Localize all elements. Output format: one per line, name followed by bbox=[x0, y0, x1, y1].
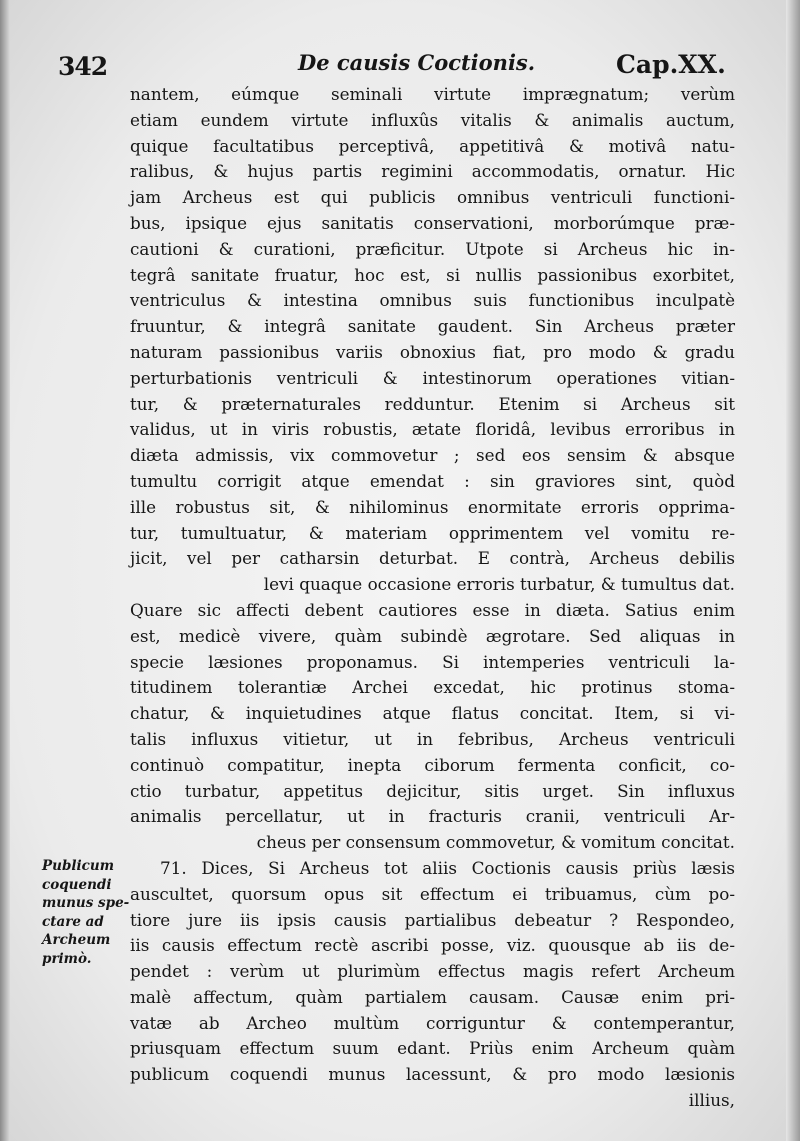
text-line: titudinem tolerantiæ Archei excedat, hic protinus stoma- bbox=[130, 677, 735, 698]
text-line: ralibus, & hujus partis regimini accommodatis, ornatur. Hic bbox=[130, 161, 735, 182]
text-line: pendet : verùm ut plurimùm effectus magis refert Archeum bbox=[130, 961, 735, 982]
text-line: nantem, eúmque seminali virtute imprægnatum; verùm bbox=[130, 84, 735, 104]
text-line: talis influxus vitietur, ut in febribus, Archeus ventriculi bbox=[130, 728, 735, 749]
catchword-line: illius, bbox=[688, 1090, 735, 1111]
text-line: bus, ipsique ejus sanitatis conservationi, morborúmque præ- bbox=[130, 212, 735, 233]
margin-note-line: primò. bbox=[42, 950, 92, 967]
text-line: specie læsiones proponamus. Si intemperies ventriculi la- bbox=[130, 651, 735, 672]
text-line: ventriculus & intestina omnibus suis functionibus inculpatè bbox=[130, 290, 735, 311]
page-number: 342 bbox=[58, 52, 108, 81]
text-line: perturbationis ventriculi & intestinorum operationes vitian- bbox=[130, 367, 735, 388]
page-right-edge-shadow bbox=[786, 0, 800, 1141]
margin-note-line: Archeum bbox=[42, 932, 111, 948]
text-line: cautioni & curationi, præficitur. Utpote si Archeus hic in- bbox=[130, 238, 735, 259]
text-line: iis causis effectum rectè ascribi posse, viz. quousque ab iis de- bbox=[130, 935, 735, 956]
text-line: ctio turbatur, appetitus dejicitur, sitis urget. Sin influxus bbox=[130, 780, 735, 801]
margin-note bbox=[42, 857, 132, 968]
text-line: jam Archeus est qui publicis omnibus ventriculi functioni- bbox=[130, 187, 735, 208]
text-line: vatæ ab Archeo multùm corriguntur & contemperantur, bbox=[130, 1012, 735, 1033]
page-left-edge-shadow bbox=[0, 0, 10, 1141]
text-line: tumultu corrigit atque emendat : sin graviores sint, quòd bbox=[130, 470, 735, 491]
text-line: levi quaque occasione erroris turbatur, & tumultus dat. bbox=[263, 574, 735, 595]
text-line: ille robustus sit, & nihilominus enormitate erroris opprima- bbox=[130, 496, 735, 517]
text-line: jicit, vel per catharsin deturbat. E contrà, Archeus debilis bbox=[130, 548, 735, 569]
text-line: est, medicè vivere, quàm subindè ægrotare. Sed aliquas in bbox=[130, 625, 735, 646]
text-line: chatur, & inquietudines atque flatus concitat. Item, si vi- bbox=[130, 703, 735, 724]
text-line: tur, & præternaturales redduntur. Etenim si Archeus sit bbox=[130, 393, 735, 414]
text-line: quique facultatibus perceptivâ, appetitivâ & motivâ natu- bbox=[130, 135, 735, 156]
running-title: De causis Coctionis. bbox=[298, 50, 536, 75]
text-line: Quare sic affecti debent cautiores esse in diæta. Satius enim bbox=[130, 599, 735, 620]
text-line: publicum coquendi munus lacessunt, & pro modo læsionis bbox=[130, 1064, 735, 1085]
margin-note-line: munus spe- bbox=[42, 895, 130, 911]
paragraph-start-line: 71. Dices, Si Archeus tot aliis Coctionis causis priùs læsis bbox=[160, 857, 735, 878]
text-line: tegrâ sanitate fruatur, hoc est, si nullis passionibus exorbitet, bbox=[130, 264, 735, 285]
text-line: diæta admissis, vix commovetur ; sed eos sensim & absque bbox=[130, 445, 735, 466]
text-line: etiam eundem virtute influxûs vitalis & animalis auctum, bbox=[130, 109, 735, 130]
text-line: auscultet, quorsum opus sit effectum ei tribuamus, cùm po- bbox=[130, 883, 735, 904]
text-line: cheus per consensum commovetur, & vomitum concitat. bbox=[256, 832, 735, 853]
text-line: fruuntur, & integrâ sanitate gaudent. Sin Archeus præter bbox=[130, 316, 735, 337]
text-line: continuò compatitur, inepta ciborum fermenta conficit, co- bbox=[130, 754, 735, 775]
margin-note-line: coquendi bbox=[42, 876, 112, 893]
margin-note-line: Publicum bbox=[42, 858, 114, 874]
text-line: priusquam effectum suum edant. Priùs enim Archeum quàm bbox=[130, 1038, 735, 1059]
text-line: tur, tumultuatur, & materiam opprimentem vel vomitu re- bbox=[130, 522, 735, 543]
text-line: malè affectum, quàm partialem causam. Causæ enim pri- bbox=[130, 986, 735, 1007]
text-line: animalis percellatur, ut in fracturis cranii, ventriculi Ar- bbox=[130, 806, 735, 827]
text-line: naturam passionibus variis obnoxius fiat, pro modo & gradu bbox=[130, 341, 735, 362]
chapter-label: Cap.XX. bbox=[616, 50, 726, 79]
body-text bbox=[130, 82, 735, 1114]
text-line: validus, ut in viris robustis, ætate floridâ, levibus erroribus in bbox=[130, 419, 735, 440]
text-line: tiore jure iis ipsis causis partialibus debeatur ? Respondeo, bbox=[130, 909, 735, 930]
margin-note-line: ctare ad bbox=[42, 913, 104, 930]
